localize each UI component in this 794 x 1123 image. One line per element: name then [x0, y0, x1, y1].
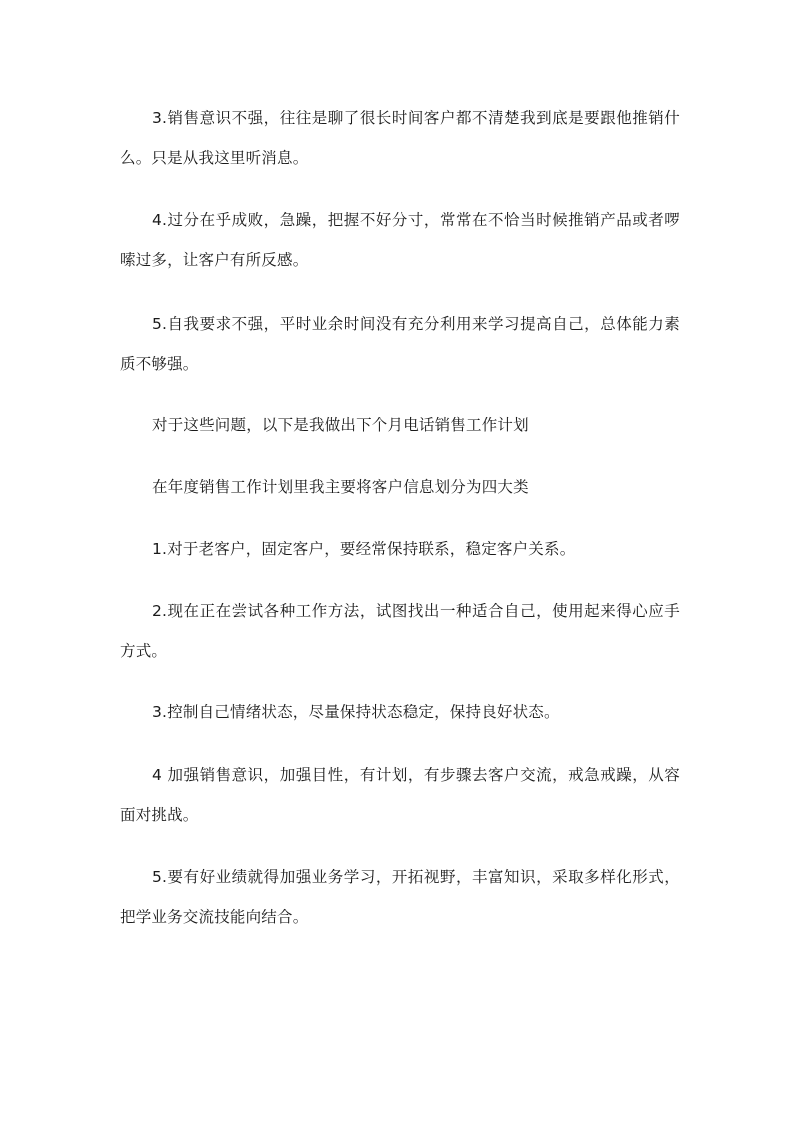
paragraph: 1.对于老客户，固定客户，要经常保持联系，稳定客户关系。 [152, 540, 576, 558]
paragraph: 4.过分在乎成败，急躁，把握不好分寸，常常在不恰当时候推销产品或者啰嗦过多，让客户有所反感。 [120, 211, 680, 269]
paragraph: 3.销售意识不强，往往是聊了很长时间客户都不清楚我到底是要跟他推销什么。只是从我这里听消息。 [120, 109, 680, 167]
paragraph: 在年度销售工作计划里我主要将客户信息划分为四大类 [152, 478, 529, 496]
paragraph: 2.现在正在尝试各种工作方法，试图找出一种适合自己，使用起来得心应手方式。 [120, 602, 680, 660]
paragraph: 5.要有好业绩就得加强业务学习，开拓视野，丰富知识，采取多样化形式，把学业务交流技能向结合。 [120, 868, 680, 926]
paragraph: 5.自我要求不强，平时业余时间没有充分利用来学习提高自己，总体能力素质不够强。 [120, 315, 680, 373]
paragraph: 4 加强销售意识，加强目性，有计划，有步骤去客户交流，戒急戒躁，从容面对挑战。 [120, 766, 680, 824]
paragraph: 3.控制自己情绪状态，尽量保持状态稳定，保持良好状态。 [152, 703, 560, 721]
paragraph: 对于这些问题，以下是我做出下个月电话销售工作计划 [152, 416, 529, 434]
